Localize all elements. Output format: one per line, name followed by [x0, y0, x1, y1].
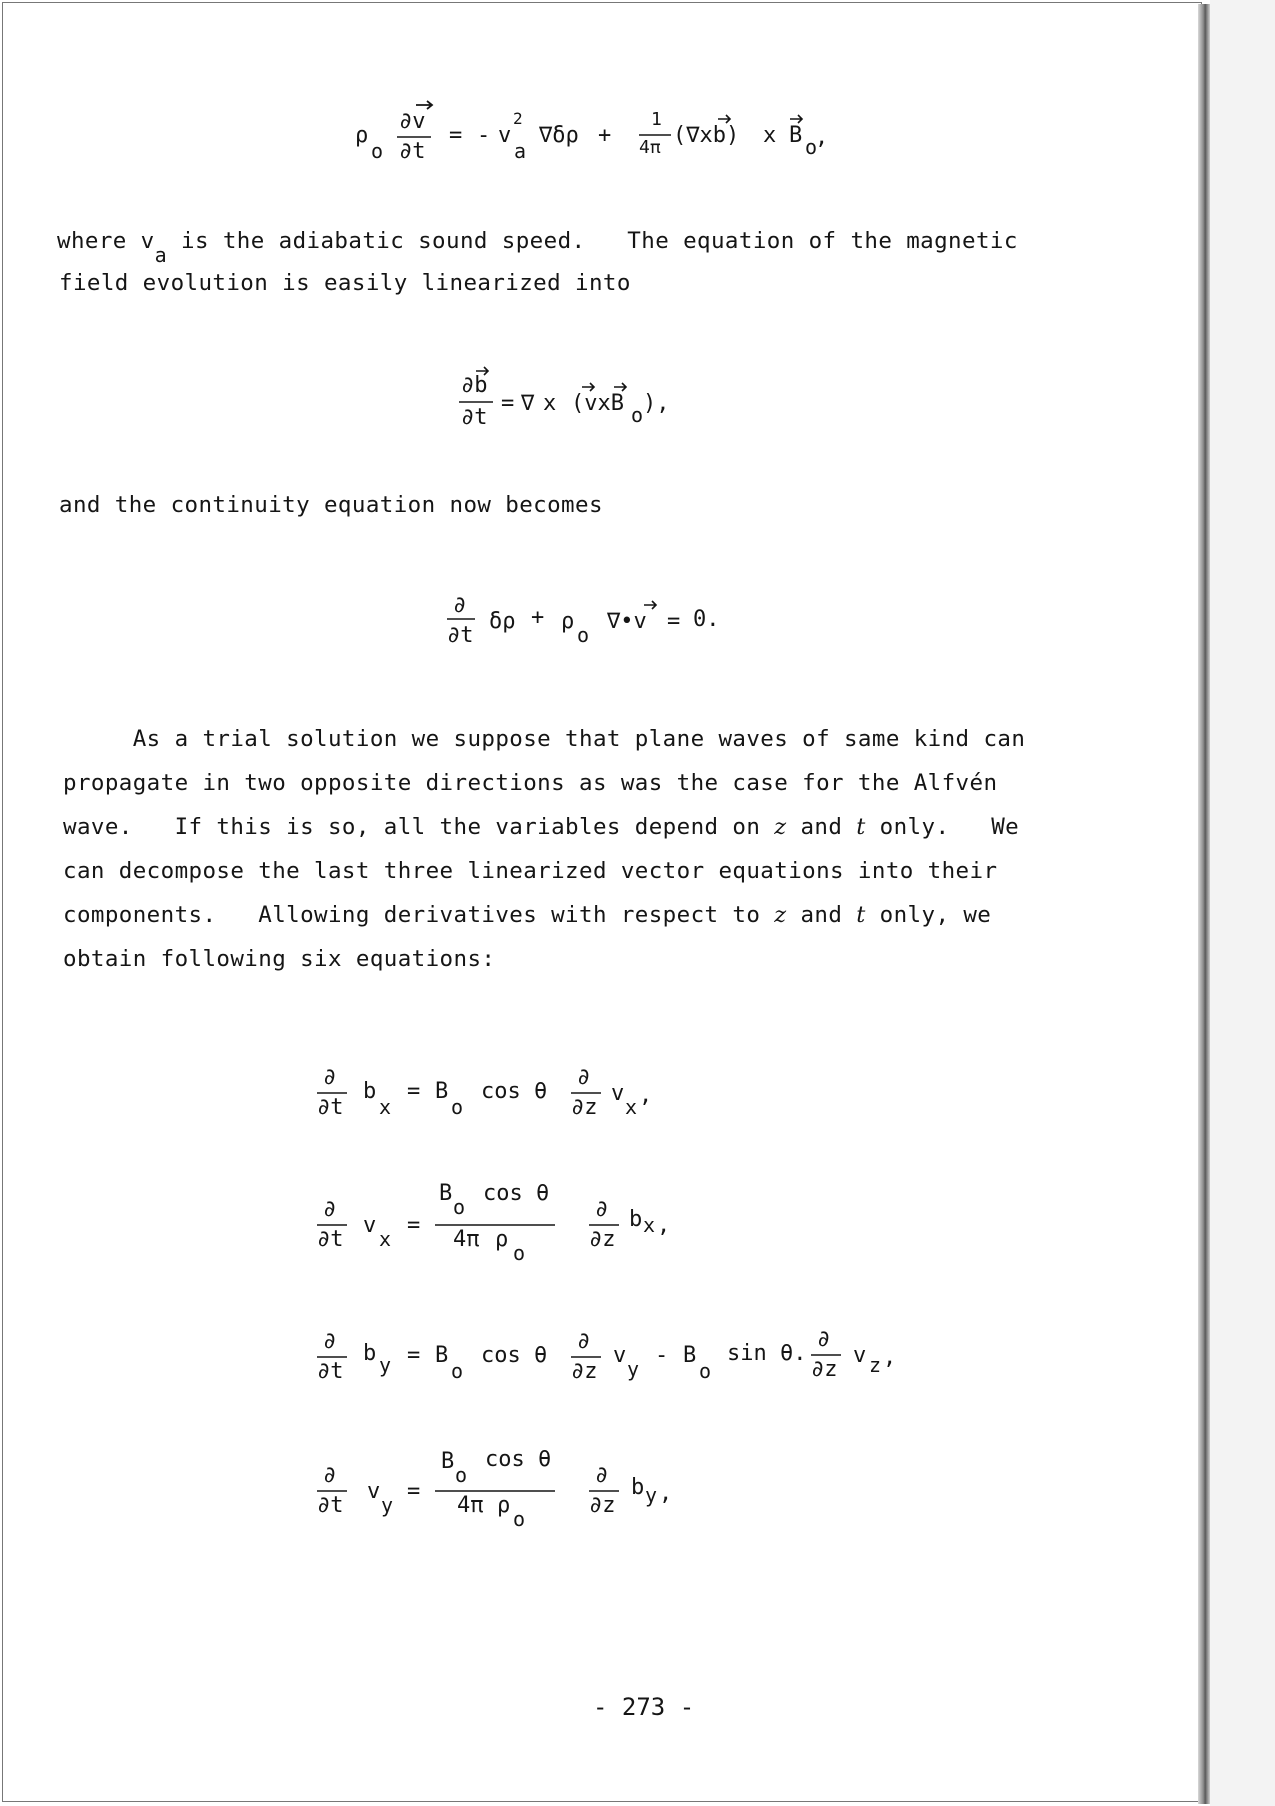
text-adiabatic-sound-speed: where va is the adiabatic sound speed. The equation of the magnetic: [57, 228, 1018, 267]
text-continuity: and the continuity equation now becomes: [59, 492, 603, 518]
page-number: - 273 -: [593, 1693, 695, 1721]
binding-edge: [1198, 4, 1210, 1804]
paragraph-line: components. Allowing derivatives with respect to z and t only, we: [63, 902, 992, 928]
paragraph-line: propagate in two opposite directions as was the case for the Alfvén: [63, 770, 998, 796]
paragraph-line: obtain following six equations:: [63, 946, 496, 972]
outer-margin: [1210, 0, 1275, 1806]
document-page: ρ o ∂v ∂t = - v 2 a ∇δρ + 1 4π (∇xb) x B o , where va is the adiabatic sound speed. The equation of the magnetic field evolution is easily linearized into ∂b ∂t = ∇ x (vxB o ), and the continuity equation now becomes ∂ ∂t δρ + ρ o ∇•v = 0. As a trial solution we suppose that plane waves of same kind can propagate in two opposite directions as was the case for the Alfvén wave. If this is so, all the variables depend on z and t only. We can decompose the last three linearized vector equations into their components. Allowing derivatives with respect to z and t only, we obtain following six equations: ∂ ∂t b x = B o cos θ ∂ ∂z v x , ∂ ∂t v x = B o cos θ 4π ρ o ∂ ∂z b x , ∂ ∂t b y = B o cos θ ∂ ∂z v y - B o sin θ. ∂ ∂z v z , ∂ ∂t v y = B o cos θ 4π ρ o ∂ ∂z b y , - 273 -: [2, 2, 1202, 1802]
paragraph-line: As a trial solution we suppose that plane waves of same kind can: [63, 726, 1026, 752]
text-field-evolution: field evolution is easily linearized into: [59, 270, 631, 296]
paragraph-line: can decompose the last three linearized vector equations into their: [63, 858, 998, 884]
paragraph-line: wave. If this is so, all the variables depend on z and t only. We: [63, 814, 1020, 840]
